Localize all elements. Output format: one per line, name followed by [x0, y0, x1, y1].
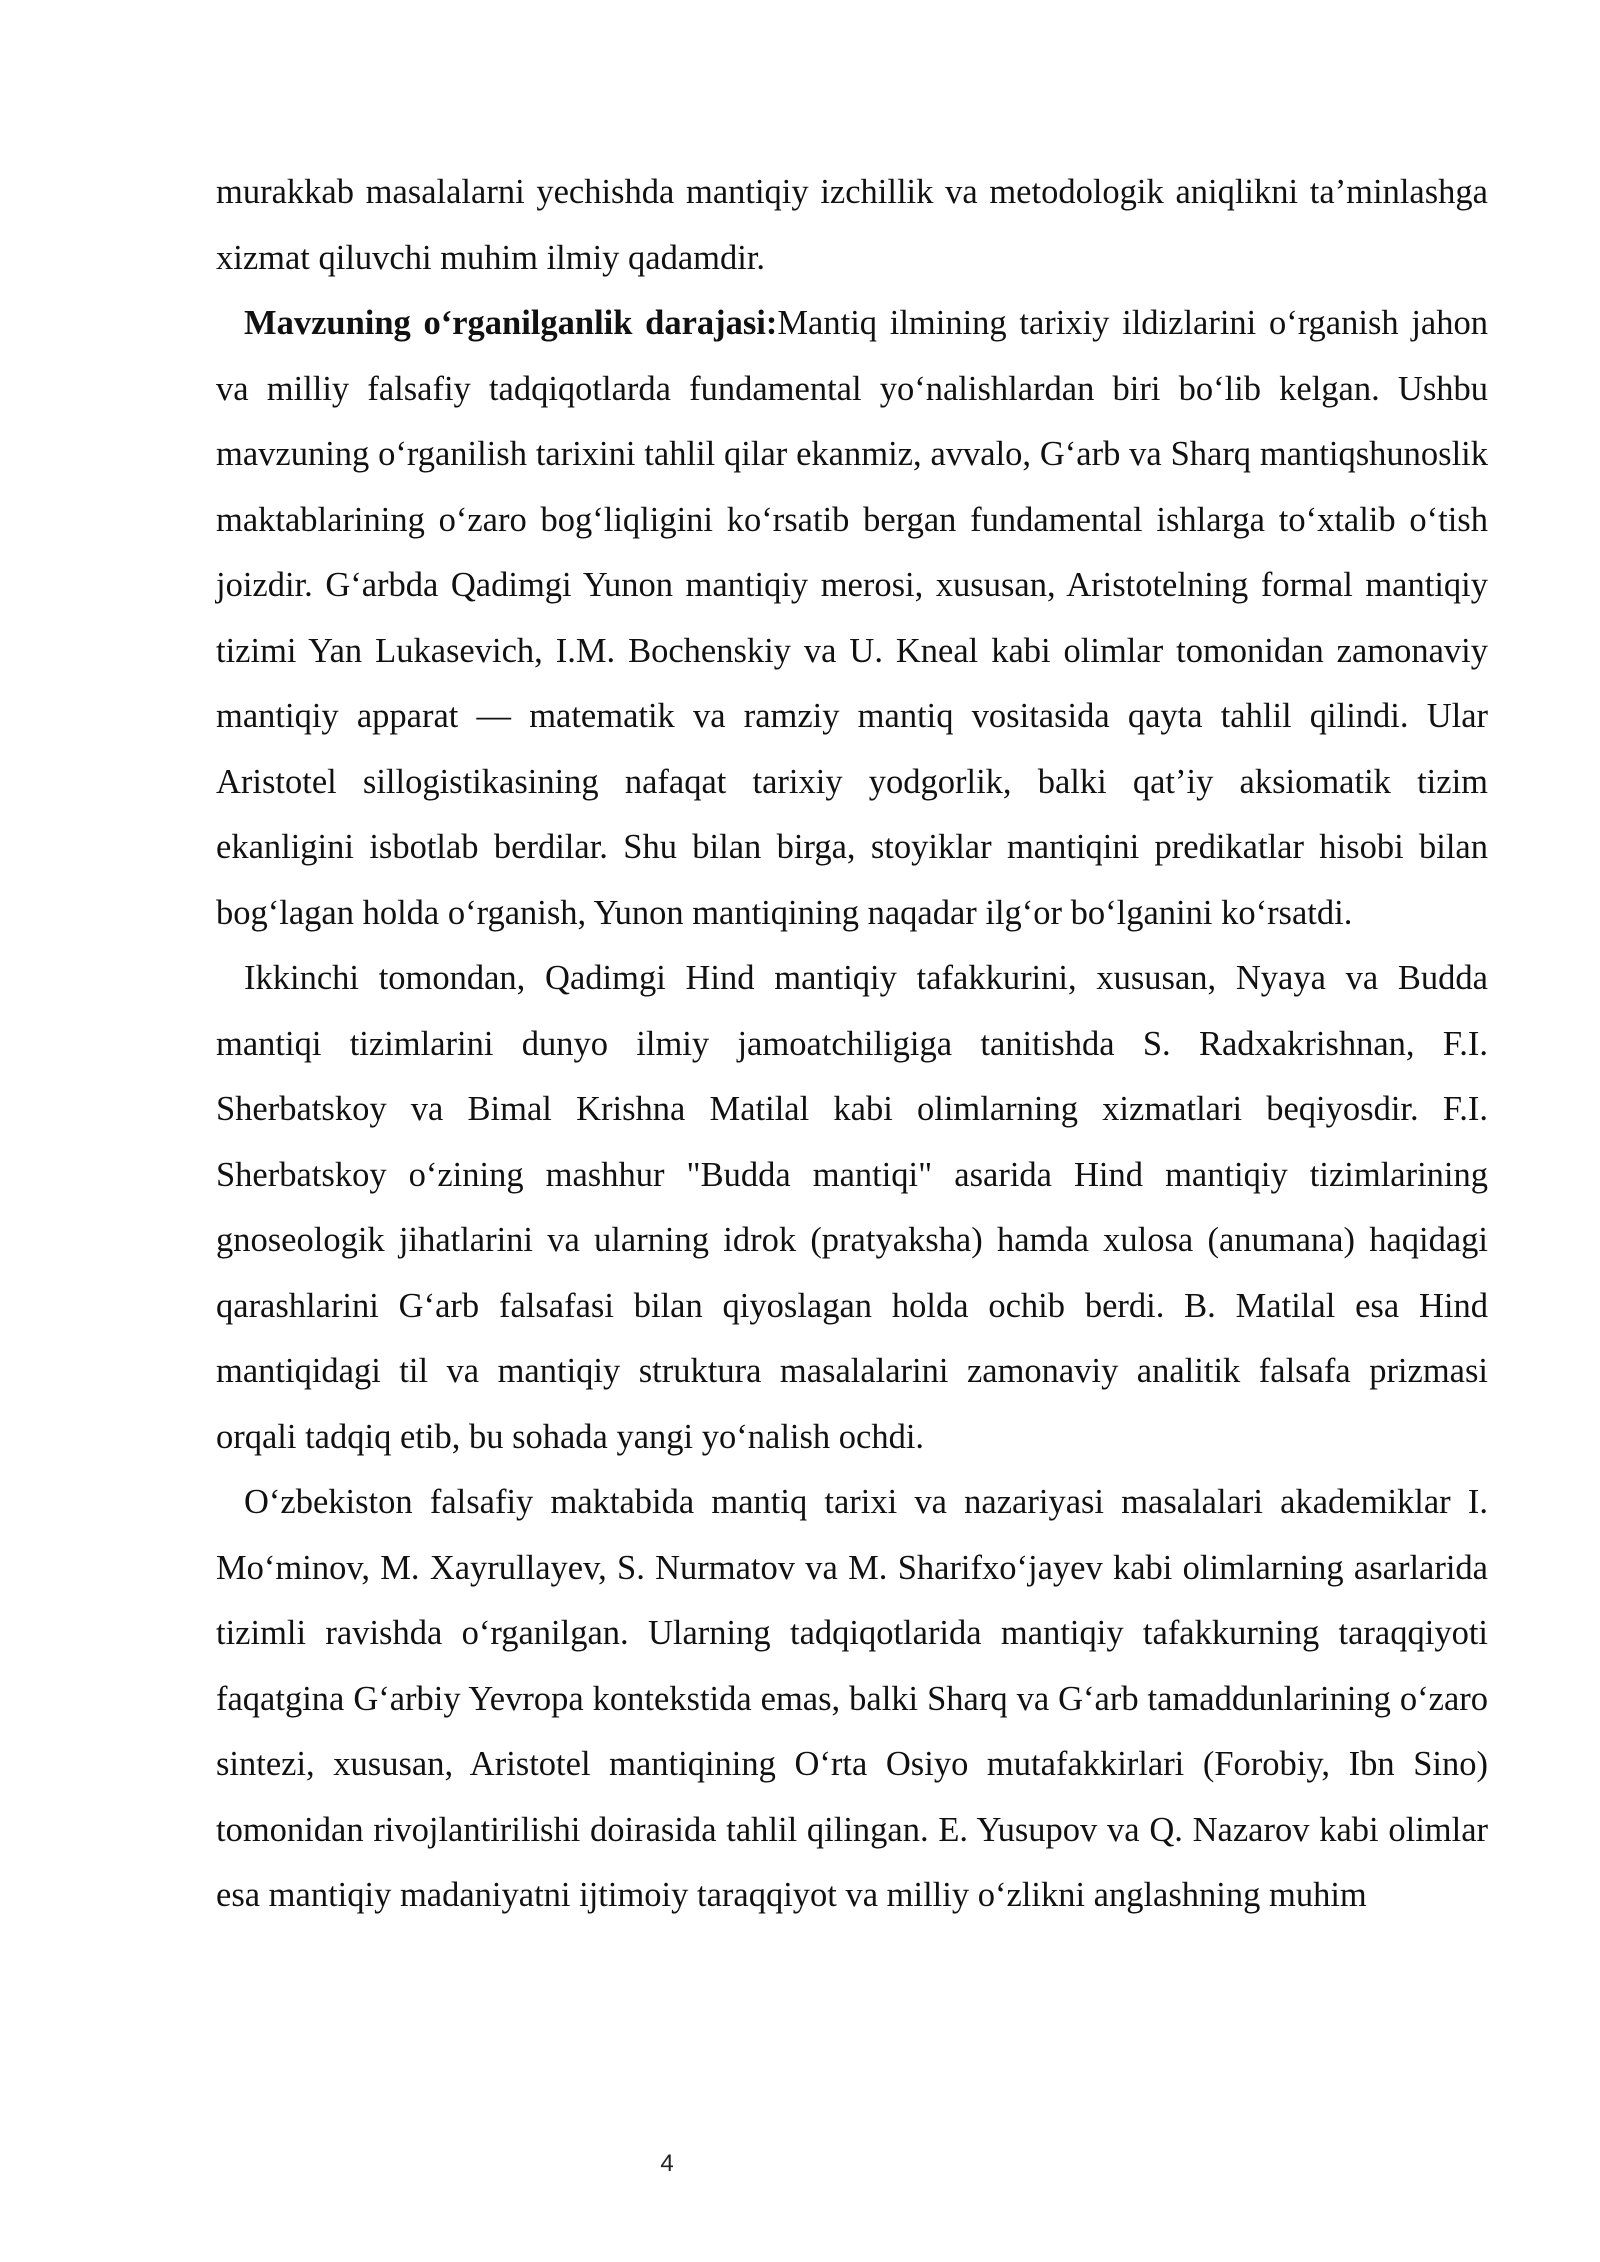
paragraph-literature-review [216, 291, 1488, 946]
section-heading: Mavzuning o‘rganilganlik darajasi: [244, 304, 778, 342]
page-body [216, 160, 1488, 1929]
paragraph-indian-logic: Ikkinchi tomondan, Qadimgi Hind mantiqiy tafakkurini, xususan, Nyaya va Budda mantiqi tizimlarini dunyo ilmiy jamoatchiligiga tanitishda S. Radxakrishnan, F.I. Sherbatskoy va Bimal Krishna Matilal kabi olimlarning xizmatlari beqiyosdir. F.I. Sherbatskoy o‘zining mashhur "Budda mantiqi" asarida Hind mantiqiy tizimlarining gnoseologik jihatlarini va ularning idrok (pratyaksha) hamda xulosa (anumana) haqidagi qarashlarini G‘arb falsafasi bilan qiyoslagan holda ochib berdi. B. Matilal esa Hind mantiqidagi til va mantiqiy struktura masalalarini zamonaviy analitik falsafa prizmasi orqali tadqiq etib, bu sohada yangi yo‘nalish ochdi. [216, 959, 1488, 1456]
paragraph-continuation: murakkab masalalarni yechishda mantiqiy izchillik va metodologik aniqlikni ta’minlashga xizmat qiluvchi muhim ilmiy qadamdir. [216, 173, 1488, 277]
paragraph-uzbek-school: O‘zbekiston falsafiy maktabida mantiq tarixi va nazariyasi masalalari akademiklar I. Mo‘minov, M. Xayrullayev, S. Nurmatov va M. Sharifxo‘jayev kabi olimlarning asarlarida tizimli ravishda o‘rganilgan. Ularning tadqiqotlarida mantiqiy tafakkurning taraqqiyoti faqatgina G‘arbiy Yevropa kontekstida emas, balki Sharq va G‘arb tamaddunlarining o‘zaro sintezi, xususan, Aristotel mantiqining O‘rta Osiyo mutafakkirlari (Forobiy, Ibn Sino) tomonidan rivojlantirilishi doirasida tahlil qilingan. E. Yusupov va Q. Nazarov kabi olimlar esa mantiqiy madaniyatni ijtimoiy taraqqiyot va milliy o‘zlikni anglashning muhim [216, 1483, 1488, 1914]
page-number: 4 [660, 2150, 674, 2177]
paragraph-text: Mantiq ilmining tarixiy ildizlarini o‘rganish jahon va milliy falsafiy tadqiqotlarda fundamental yo‘nalishlardan biri bo‘lib kelgan. Ushbu mavzuning o‘rganilish tarixini tahlil qilar ekanmiz, avvalo, G‘arb va Sharq mantiqshunoslik maktablarining o‘zaro bog‘liqligini ko‘rsatib bergan fundamental ishlarga to‘xtalib o‘tish joizdir. G‘arbda Qadimgi Yunon mantiqiy merosi, xususan, Aristotelning formal mantiqiy tizimi Yan Lukasevich, I.M. Bochenskiy va U. Kneal kabi olimlar tomonidan zamonaviy mantiqiy apparat — matematik va ramziy mantiq vositasida qayta tahlil qilindi. Ular Aristotel sillogistikasining nafaqat tarixiy yodgorlik, balki qat’iy aksiomatik tizim ekanligini isbotlab berdilar. Shu bilan birga, stoyiklar mantiqini predikatlar hisobi bilan bog‘lagan holda o‘rganish, Yunon mantiqining naqadar ilg‘or bo‘lganini ko‘rsatdi. [216, 304, 1488, 932]
